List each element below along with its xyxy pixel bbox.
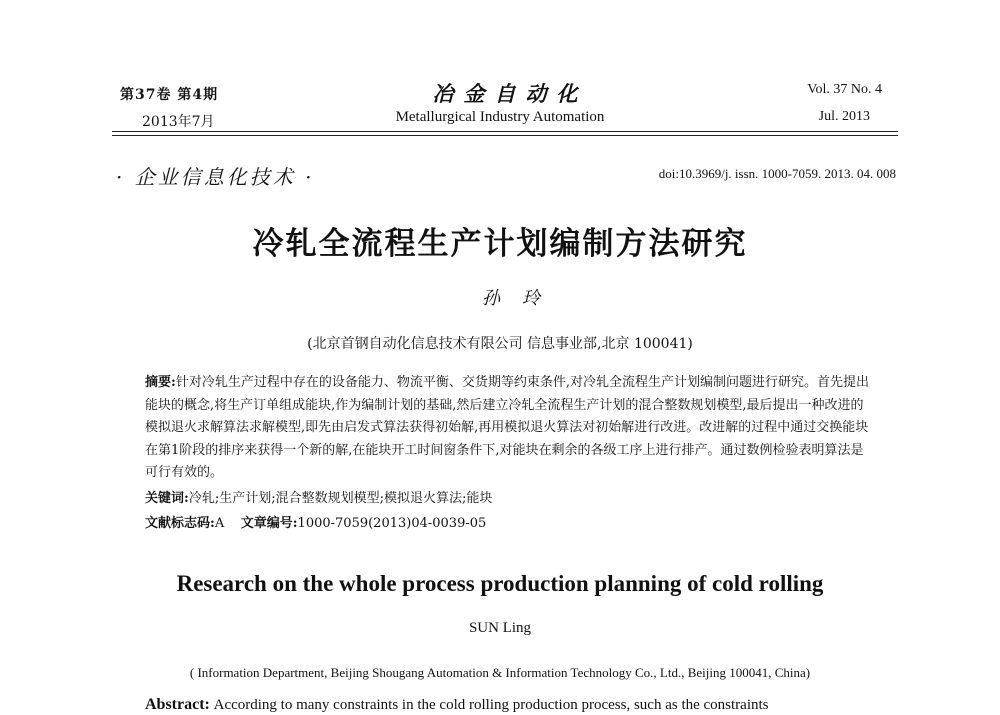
date-cn: 2013年7月 [142, 114, 215, 130]
keywords-cn [145, 487, 492, 506]
abstract-en [145, 696, 769, 714]
keywords-cn-label: 关键词: [145, 491, 189, 506]
header-rule-thin [112, 135, 898, 136]
doc-code-label: 文献标志码: [145, 516, 215, 531]
header-rule-thick [112, 131, 898, 132]
column-heading: · 企业信息化技术 · [116, 165, 315, 189]
abstract-cn-text: 针对冷轧生产过程中存在的设备能力、物流平衡、交货期等约束条件,对冷轧全流程生产计划编制问题进行研究。首先提出能块的概念,将生产订单组成能块,作为编制计划的基础,然后建立冷轧全流程生产计划的混合整数规划模型,最后提出一种改进的模拟退火求解算法求解模型,即先由启发式算法获得初始解,再用模拟退火算法对初始解进行改进。改进解的过程中通过交换能块在第1阶段的排序来获得一个新的解,在能块开工时间窗条件下,对能块在剩余的各级工序上进行排产。通过数例检验表明算法是可行有效的。 [145, 375, 869, 481]
abstract-en-label: Abstract: [145, 696, 210, 713]
affiliation-en: ( Information Department, Beijing Shougang Automation & Information Technology Co., Ltd., Beijing 100041, China) [189, 665, 811, 680]
affiliation-cn: (北京首钢自动化信息技术有限公司 信息事业部,北京 100041) [307, 336, 693, 352]
article-no-label: 文章编号: [240, 516, 298, 531]
journal-name-cn: 冶金自动化 [432, 81, 588, 106]
article-no: 1000-7059(2013)04-0039-05 [297, 516, 487, 531]
abstract-cn [145, 372, 870, 485]
date-en: Jul. 2013 [818, 109, 870, 124]
keywords-cn-text: 冷轧;生产计划;混合整数规划模型;模拟退火算法;能块 [188, 491, 493, 506]
volume-issue-en: Vol. 37 No. 4 [807, 82, 882, 97]
journal-name-en: Metallurgical Industry Automation [395, 109, 605, 125]
author-cn: 孙玲 [482, 288, 562, 309]
abstract-cn-label: 摘要: [145, 375, 176, 390]
classification-line [145, 512, 486, 531]
paper-title-cn: 冷轧全流程生产计划编制方法研究 [252, 226, 748, 262]
doi: doi:10.3969/j. issn. 1000-7059. 2013. 04. 008 [658, 166, 896, 181]
author-en: SUN Ling [468, 620, 532, 636]
abstract-en-text: According to many constraints in the cold rolling production process, such as the constraints [213, 697, 769, 713]
paper-title-en: Research on the whole process production planning of cold rolling [176, 571, 824, 596]
volume-issue-cn: 第37卷 第4期 [120, 87, 219, 103]
doc-code: A [214, 516, 225, 531]
